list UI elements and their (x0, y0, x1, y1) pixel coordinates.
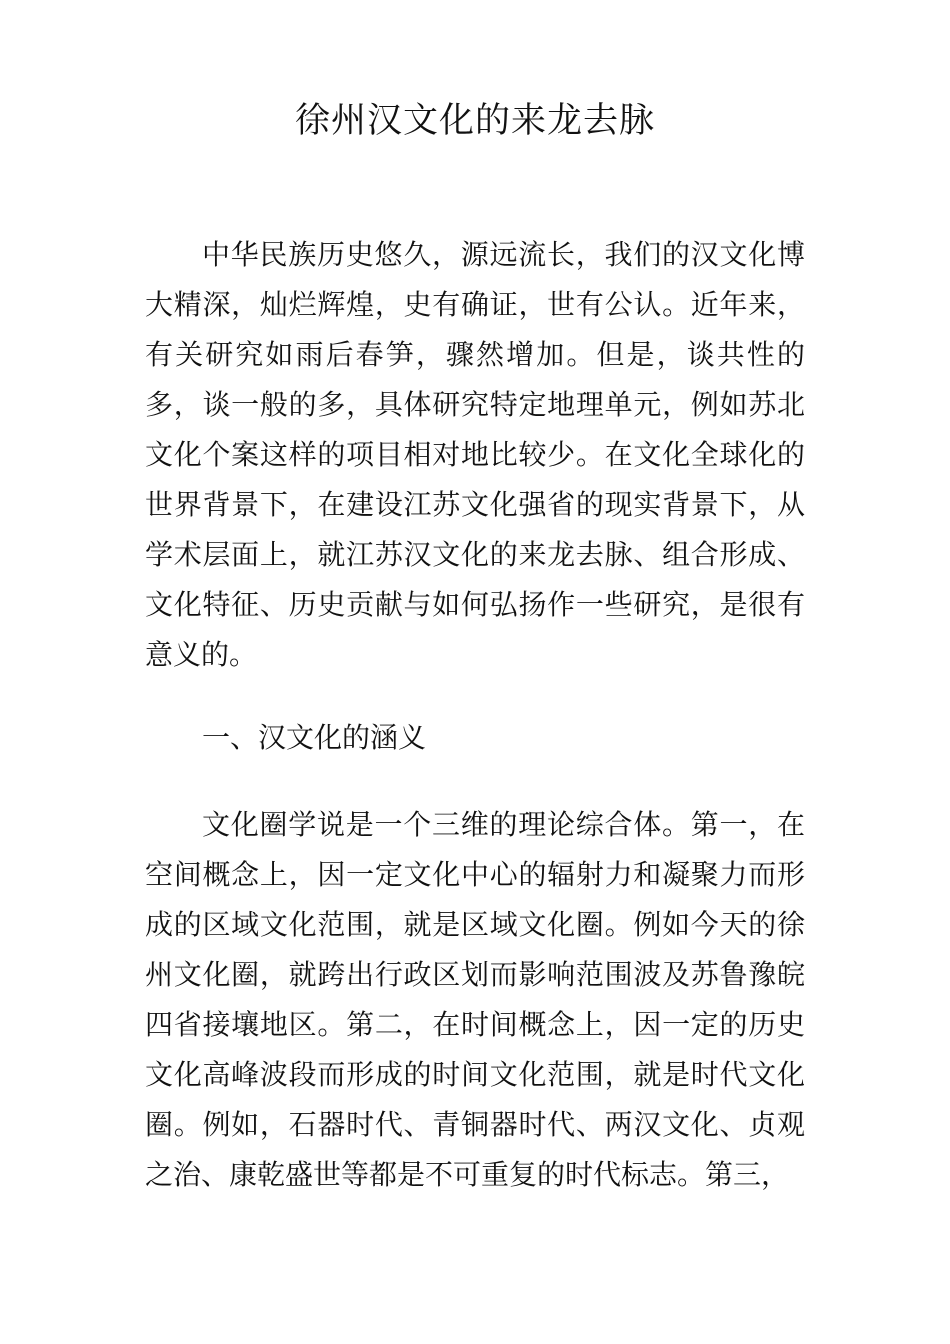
section-paragraph: 文化圈学说是一个三维的理论综合体。第一，在空间概念上，因一定文化中心的辐射力和凝聚力而形成的区域文化范围，就是区域文化圈。例如今天的徐州文化圈，就跨出行政区划而影响范围波及苏鲁豫皖四省接壤地区。第二，在时间概念上，因一定的历史文化高峰波段而形成的时间文化范围，就是时代文化圈。例如，石器时代、青铜器时代、两汉文化、贞观之治、康乾盛世等都是不可重复的时代标志。第三， (145, 808, 805, 1191)
document-title: 徐州汉文化的来龙去脉 (294, 101, 655, 141)
intro-paragraph: 中华民族历史悠久，源远流长，我们的汉文化博大精深，灿烂辉煌，史有确证，世有公认。近年来，有关研究如雨后春笋，骤然增加。但是，谈共性的多，谈一般的多，具体研究特定地理单元，例如苏北文化个案这样的项目相对地比较少。在文化全球化的世界背景下，在建设江苏文化强省的现实背景下，从学术层面上，就江苏汉文化的来龙去脉、组合形成、文化特征、历史贡献与如何弘扬作一些研究，是很有意义的。 (145, 238, 805, 671)
section-heading: 一、汉文化的涵义 (202, 721, 427, 754)
